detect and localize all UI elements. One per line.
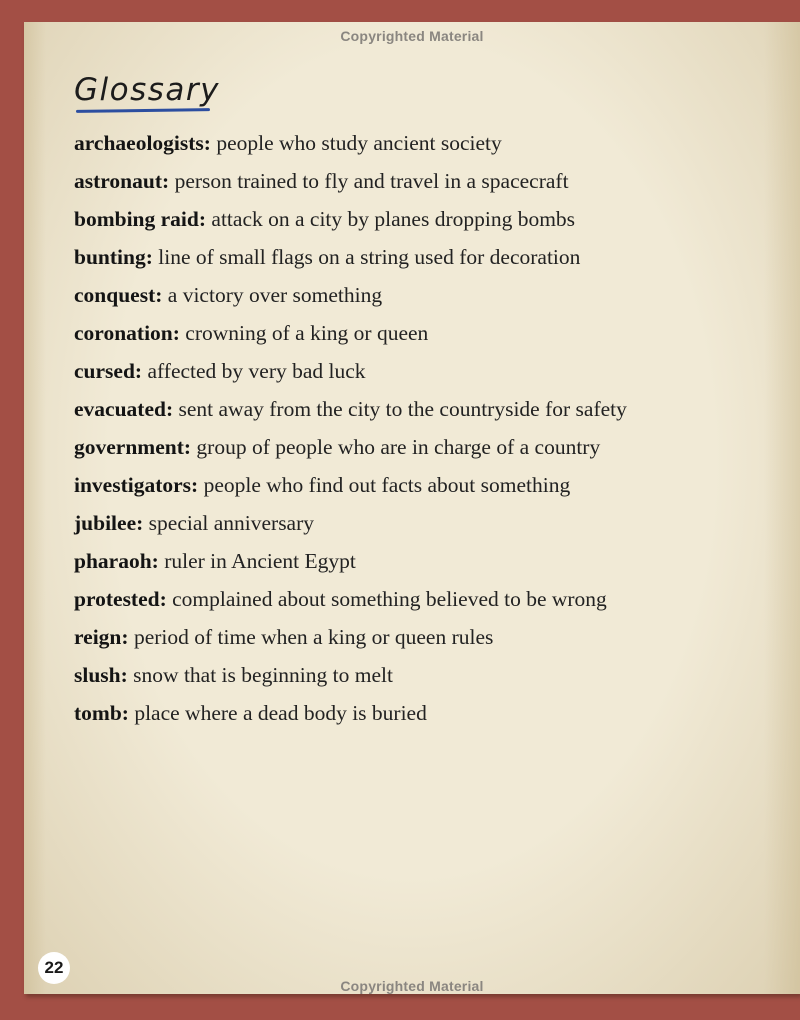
title-underline (76, 108, 210, 113)
glossary-list (74, 124, 774, 732)
glossary-entry: protested: complained about something believed to be wrong (74, 587, 607, 611)
glossary-definition: sent away from the city to the countryside for safety (178, 397, 627, 421)
book-page (24, 22, 800, 994)
glossary-definition: complained about something believed to be wrong (172, 587, 607, 611)
glossary-term: conquest (74, 283, 156, 307)
glossary-term: bunting (74, 245, 146, 269)
glossary-heading (74, 70, 220, 112)
copyright-notice-bottom: Copyrighted Material (340, 978, 484, 994)
glossary-definition: ruler in Ancient Egypt (164, 549, 356, 573)
glossary-definition: people who study ancient society (216, 131, 502, 155)
glossary-term: astronaut (74, 169, 163, 193)
glossary-term: bombing raid (74, 207, 199, 231)
glossary-term: reign (74, 625, 122, 649)
glossary-definition: people who find out facts about something (203, 473, 571, 497)
glossary-entry: tomb: place where a dead body is buried (74, 701, 427, 725)
glossary-definition: snow that is beginning to melt (133, 663, 393, 687)
glossary-term: jubilee (74, 511, 137, 535)
glossary-entry: cursed: affected by very bad luck (74, 359, 366, 383)
glossary-term: coronation (74, 321, 173, 345)
glossary-entry: reign: period of time when a king or queen rules (74, 625, 494, 649)
glossary-term: protested (74, 587, 160, 611)
glossary-definition: crowning of a king or queen (185, 321, 429, 345)
glossary-entry: coronation: crowning of a king or queen (74, 321, 429, 345)
glossary-entry: pharaoh: ruler in Ancient Egypt (74, 549, 356, 573)
glossary-entry: astronaut: person trained to fly and travel in a spacecraft (74, 169, 569, 193)
glossary-entry: government: group of people who are in charge of a country (74, 435, 601, 459)
page-number: 22 (38, 952, 70, 984)
glossary-term: pharaoh (74, 549, 152, 573)
page-title: Glossary (74, 72, 220, 108)
glossary-definition: special anniversary (148, 511, 315, 535)
glossary-term: tomb (74, 701, 122, 725)
glossary-term: cursed (74, 359, 135, 383)
glossary-entry: archaeologists: people who study ancient society (74, 131, 502, 155)
glossary-entry: slush: snow that is beginning to melt (74, 663, 393, 687)
glossary-term: investigators (74, 473, 192, 497)
glossary-definition: person trained to fly and travel in a spacecraft (174, 169, 569, 193)
glossary-term: government (74, 435, 184, 459)
glossary-term: archaeologists (74, 131, 204, 155)
glossary-definition: attack on a city by planes dropping bombs (211, 207, 576, 231)
glossary-definition: a victory over something (167, 283, 383, 307)
glossary-term: evacuated (74, 397, 166, 421)
glossary-entry: jubilee: special anniversary (74, 511, 315, 535)
glossary-term: slush (74, 663, 121, 687)
glossary-entry: bunting: line of small flags on a string used for decoration (74, 245, 581, 269)
glossary-definition: place where a dead body is buried (134, 701, 427, 725)
glossary-entry: investigators: people who find out facts about something (74, 473, 571, 497)
glossary-definition: period of time when a king or queen rules (133, 625, 494, 649)
glossary-definition: group of people who are in charge of a country (196, 435, 601, 459)
glossary-definition: affected by very bad luck (147, 359, 366, 383)
glossary-entry: bombing raid: attack on a city by planes dropping bombs (74, 207, 576, 231)
copyright-notice-top: Copyrighted Material (340, 28, 484, 44)
glossary-definition: line of small flags on a string used for decoration (158, 245, 581, 269)
glossary-entry: conquest: a victory over something (74, 283, 383, 307)
glossary-entry: evacuated: sent away from the city to the countryside for safety (74, 397, 627, 421)
